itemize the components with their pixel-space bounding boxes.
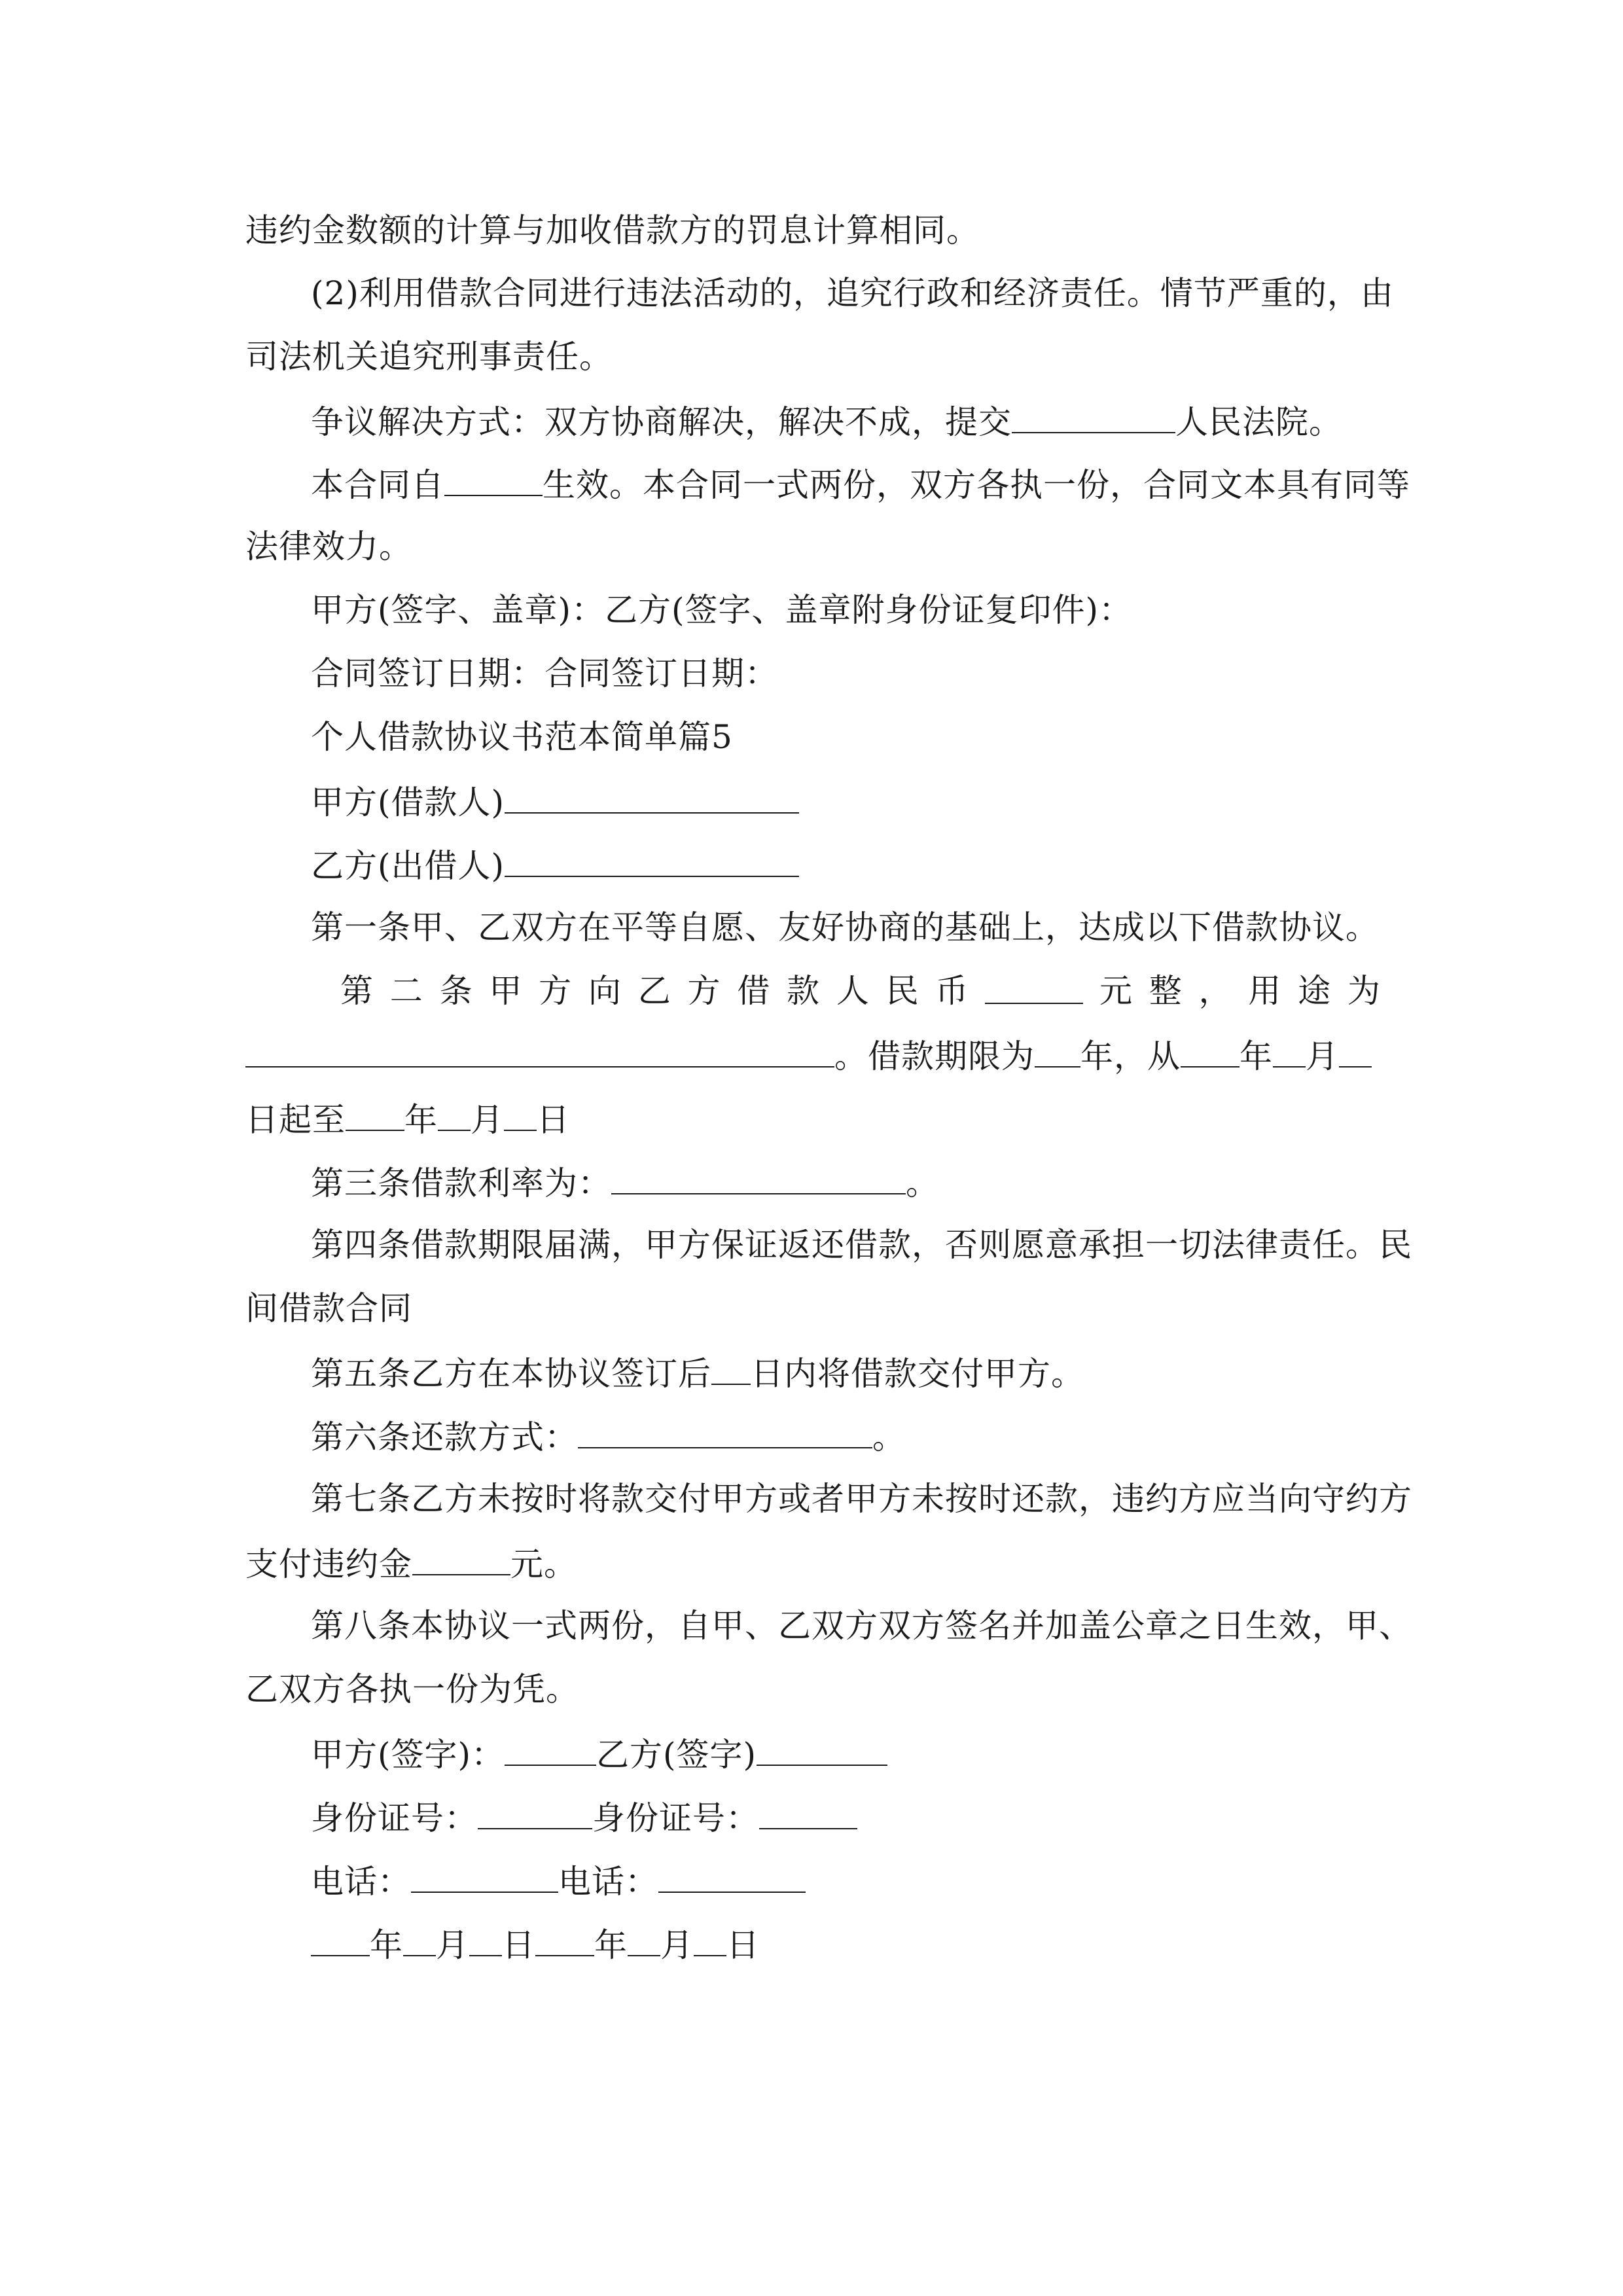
text-segment: 支付违约金 [245,1545,412,1583]
text-segment: 电话： [311,1863,411,1901]
text-segment: 年 [594,1926,628,1964]
fill-in-blank[interactable] [311,1924,370,1956]
fill-in-blank[interactable] [469,1924,502,1956]
text-line: 间借款合同 [245,1289,412,1327]
text-segment: 日内将借款交付甲方。 [751,1355,1084,1393]
text-segment: 争议解决方式：双方协商解决，解决不成，提交 [311,403,1012,441]
text-char: 币 [935,972,969,1010]
fill-in-blank[interactable] [611,1162,906,1194]
fill-in-blank[interactable] [535,1924,594,1956]
text-char: 人 [836,972,870,1010]
fill-in-blank[interactable] [346,1098,404,1131]
fill-in-blank[interactable] [985,971,1083,1004]
fill-in-blank[interactable] [757,1733,887,1766]
text-line-justified [340,971,1381,1011]
text-line: 司法机关追究刑事责任。 [245,338,613,376]
fill-in-blank[interactable] [438,1098,471,1131]
text-char: 甲 [489,972,523,1010]
text-char: 为 [1347,972,1381,1010]
fill-in-blank[interactable] [505,844,799,877]
fill-in-blank[interactable] [412,1543,510,1575]
text-segment: 甲方(签字)： [311,1736,505,1774]
text-segment: 年 [1240,1037,1273,1075]
text-segment: 日 [537,1101,570,1139]
text-line: 第一条甲、乙双方在平等自愿、友好协商的基础上，达成以下借款协议。 [311,908,1379,946]
text-line: 第八条本协议一式两份，自甲、乙双方双方签名并加盖公章之日生效，甲、 [311,1607,1412,1645]
text-segment: 日 [726,1926,760,1964]
text-line: 合同签订日期：合同签订日期： [311,655,778,692]
fill-in-blank[interactable] [1273,1035,1306,1067]
fill-in-blank[interactable] [504,1098,537,1131]
fill-in-blank[interactable] [759,1797,857,1829]
fill-in-blank[interactable] [658,1860,806,1893]
text-line: 违约金数额的计算与加收借款方的罚息计算相同。 [245,211,980,249]
text-char: ， [1198,972,1232,1010]
text-char: 元 [1099,972,1133,1010]
text-segment: 年 [404,1101,438,1139]
text-line [311,463,1410,504]
text-char: 整 [1149,972,1183,1010]
text-char: 民 [885,972,919,1010]
text-char: 乙 [637,972,671,1010]
fill-in-blank[interactable] [711,1352,751,1385]
text-char: 方 [687,972,721,1010]
fill-in-blank[interactable] [478,1797,592,1829]
text-char: 第 [340,972,374,1010]
text-segment: 月 [436,1926,469,1964]
text-segment: 月 [1306,1037,1339,1075]
fill-in-blank[interactable] [1012,401,1175,433]
text-char: 条 [439,972,473,1010]
text-line: 第四条借款期限届满，甲方保证返还借款，否则愿意承担一切法律责任。民 [311,1226,1412,1264]
text-segment: 身份证号： [311,1799,478,1837]
text-segment: 甲方(借款人) [311,783,505,821]
fill-in-blank[interactable] [694,1924,726,1956]
text-segment: 。 [906,1164,939,1202]
text-line [245,1098,1384,1138]
signature-line [311,1733,1384,1772]
text-segment: 第六条还款方式： [311,1418,578,1456]
text-segment: 人民法院。 [1175,403,1342,441]
text-char: 款 [787,972,821,1010]
text-segment: 月 [471,1101,504,1139]
text-segment: 。借款期限为 [834,1037,1035,1075]
text-segment: 第五条乙方在本协议签订后 [311,1355,711,1393]
text-line: 第七条乙方未按时将款交付甲方或者甲方未按时还款，违约方应当向守约方 [311,1480,1412,1518]
text-segment: 本合同自 [311,466,444,504]
text-line [311,1162,1384,1201]
text-segment: 电话： [558,1863,658,1901]
fill-in-blank[interactable] [578,1416,872,1448]
fill-in-blank[interactable] [444,463,543,496]
text-segment: 乙方(出借人) [311,847,505,885]
fill-in-blank[interactable] [411,1860,558,1893]
text-line [311,401,1384,440]
text-char: 途 [1298,972,1332,1010]
fill-in-blank[interactable] [505,1733,596,1766]
text-line [245,1543,1384,1582]
text-segment: 年，从 [1080,1037,1181,1075]
text-char: 二 [389,972,423,1010]
text-line: (2)利用借款合同进行违法活动的，追究行政和经济责任。情节严重的，由 [311,274,1394,312]
text-line: 法律效力。 [245,528,412,565]
fill-in-blank[interactable] [245,1035,834,1067]
text-segment: 第三条借款利率为： [311,1164,611,1202]
text-char: 借 [737,972,771,1010]
text-segment: 。 [872,1418,906,1456]
text-char: 方 [539,972,573,1010]
text-segment: 日 [502,1926,535,1964]
text-char: 用 [1248,972,1282,1010]
text-segment: 生效。本合同一式两份，双方各执一份，合同文本具有同等 [543,466,1410,504]
text-segment: 元。 [510,1545,577,1583]
fill-in-blank[interactable] [505,781,799,814]
phone-line [311,1860,1384,1899]
section-heading: 个人借款协议书范本简单篇5 [311,718,733,756]
text-segment: 月 [660,1926,694,1964]
date-line [311,1924,1384,1963]
text-segment: 乙方(签字) [596,1736,757,1774]
fill-in-blank[interactable] [403,1924,436,1956]
text-segment: 日起至 [245,1101,346,1139]
text-line [311,781,1384,820]
id-number-line [311,1797,1384,1836]
fill-in-blank[interactable] [628,1924,660,1956]
text-line [245,1035,1384,1074]
fill-in-blank[interactable] [1339,1035,1372,1067]
fill-in-blank[interactable] [1181,1035,1240,1067]
text-line: 甲方(签字、盖章)：乙方(签字、盖章附身份证复印件)： [311,591,1133,629]
text-line [311,1352,1384,1391]
fill-in-blank[interactable] [1035,1035,1080,1067]
text-line: 乙双方各执一份为凭。 [245,1670,579,1708]
text-segment: 年 [370,1926,403,1964]
text-line [311,1416,1384,1455]
text-segment: 身份证号： [592,1799,759,1837]
text-char: 向 [588,972,622,1010]
text-line [311,844,1384,884]
